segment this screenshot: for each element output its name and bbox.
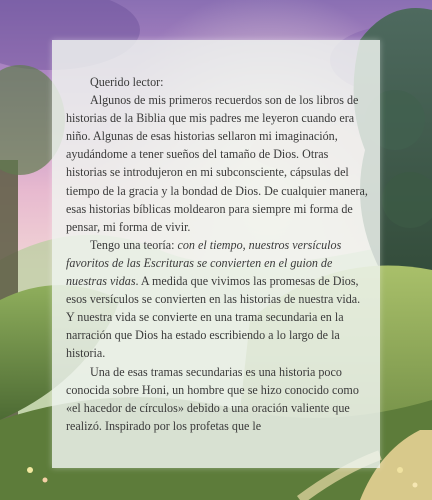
paragraph-2-rest: . A medida que vivimos las promesas de Dios, esos versículos se convierten en las historias de nuestra vida. Y nuestra vida se convierte en una trama secundaria en la narración que Dios ha estado escribiendo a lo largo de la historia. xyxy=(66,274,361,361)
letter-body xyxy=(66,73,370,435)
paragraph-1: Algunos de mis primeros recuerdos son de los libros de historias de la Biblia que mis padres me leyeron cuando era niño. Algunas de esas historias sellaron mi imaginación, ayudándome a tener sueños del tamaño de Dios. Otras historias se introdujeron en mi subconsciente, cápsulas del tiempo de la gracia y la bondad de Dios. De cualquier manera, esas historias bíblicas moldearon para siempre mi forma de pensar, mi forma de vivir. xyxy=(66,93,368,234)
salutation: Querido lector: xyxy=(90,75,164,89)
paragraph-2 xyxy=(66,236,370,363)
paragraph-3: Una de esas tramas secundarias es una historia poco conocida sobre Honi, un hombre que se hizo conocido como «el hacedor de círculos» debido a una oración valiente que realizó. Inspirado por los profetas que le xyxy=(66,364,359,433)
paragraph-2-italic: con el tiempo, nuestros versículos favoritos de las Escrituras se convierten en el guion de nuestras vidas xyxy=(66,237,342,289)
paragraph-2-lead: Tengo una teoría: xyxy=(90,237,178,252)
